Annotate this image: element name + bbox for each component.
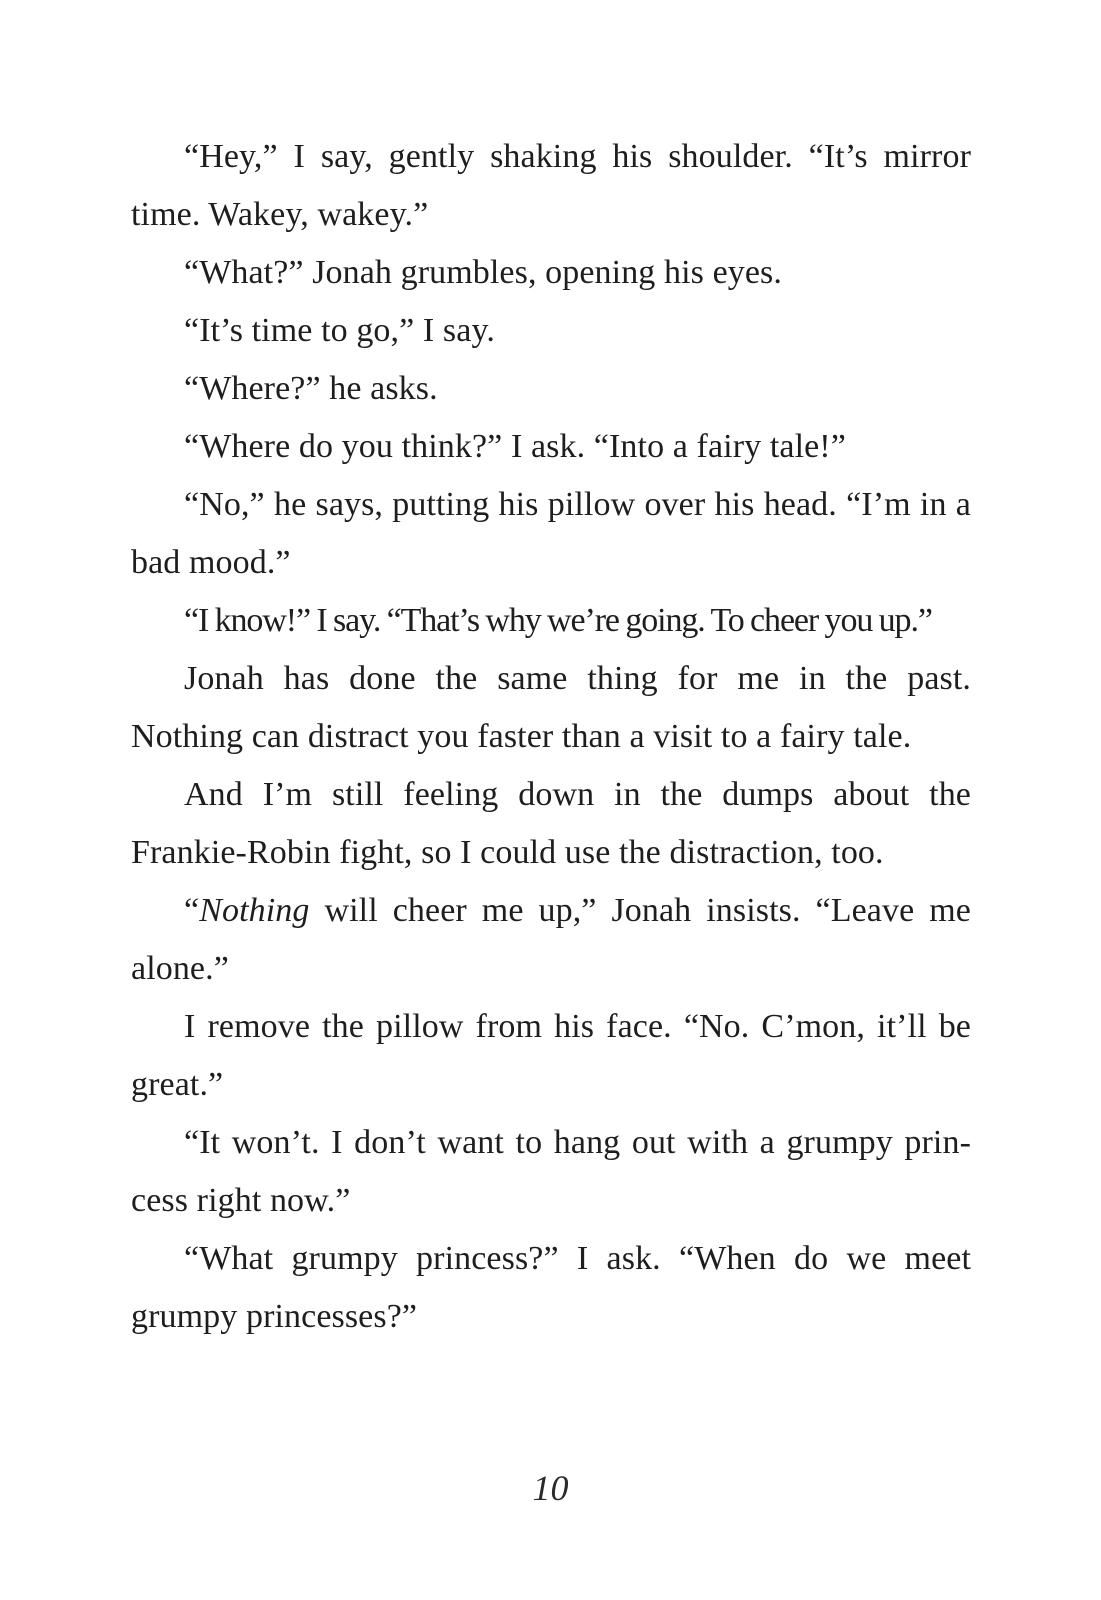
quote-open: “: [184, 892, 200, 929]
paragraph: “Where?” he asks.: [184, 370, 438, 407]
body-text: [131, 128, 971, 1346]
paragraph: Jonah has done the same thing for me in the past. Nothing can distract you faster than a visit to a fairy tale.: [131, 660, 971, 755]
paragraph: “Where do you think?” I ask. “Into a fairy tale!”: [184, 428, 846, 465]
paragraph-rest: will cheer me up,” Jonah insists. “Leave me alone.”: [131, 892, 971, 987]
paragraph: And I’m still feeling down in the dumps about the Frankie-Robin fight, so I could use the distraction, too.: [131, 776, 971, 871]
paragraph: “I know!” I say. “That’s why we’re going. To cheer you up.”: [184, 602, 932, 639]
paragraph: I remove the pillow from his face. “No. C’mon, it’ll be great.”: [131, 1008, 971, 1103]
paragraph: “It won’t. I don’t want to hang out with a grumpy prin-cess right now.”: [131, 1124, 971, 1219]
paragraph: “No,” he says, putting his pillow over his head. “I’m in a bad mood.”: [131, 486, 971, 581]
paragraph: “Hey,” I say, gently shaking his shoulder. “It’s mirror time. Wakey, wakey.”: [131, 138, 971, 233]
paragraph: [131, 882, 971, 998]
paragraph: “What grumpy princess?” I ask. “When do we meet grumpy princesses?”: [131, 1240, 971, 1335]
emphasized-word: Nothing: [199, 892, 310, 929]
page-number: 10: [532, 1468, 569, 1508]
paragraph: “What?” Jonah grumbles, opening his eyes.: [184, 254, 782, 291]
paragraph: “It’s time to go,” I say.: [184, 312, 495, 349]
